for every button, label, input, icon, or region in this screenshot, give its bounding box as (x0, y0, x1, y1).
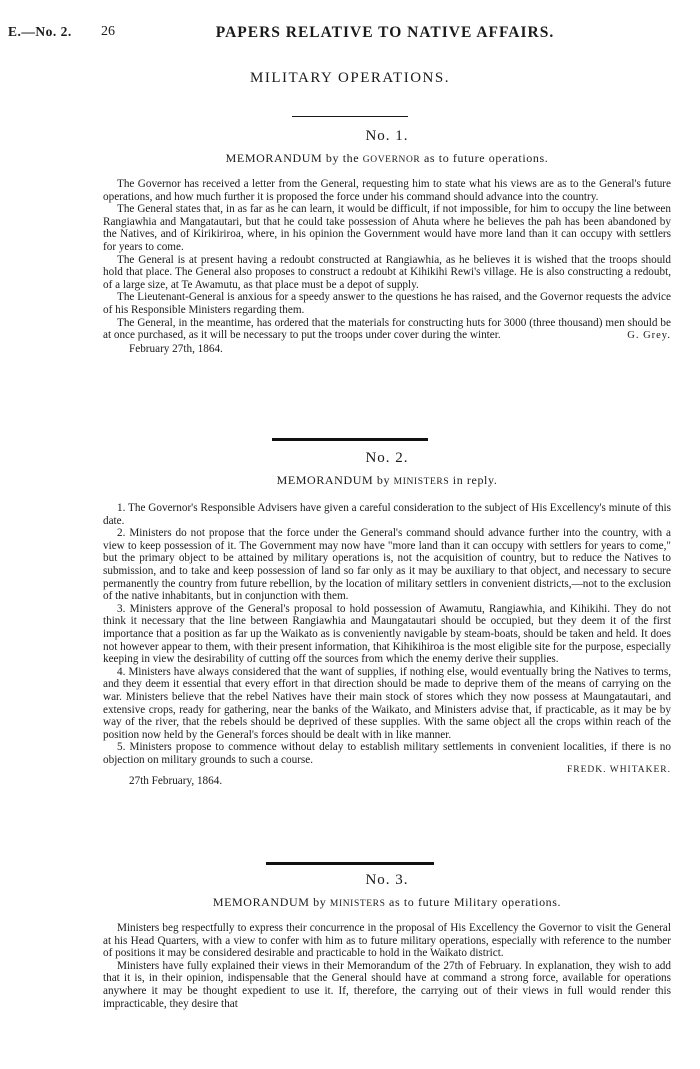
paragraph: 1. The Governor's Responsible Advisers have given a careful consideration to the subject of His Excellency's minute of this date. (103, 502, 671, 527)
memo-title-post: in reply. (449, 473, 498, 487)
memo-title (103, 895, 671, 910)
memo-title (103, 473, 671, 488)
memo-title-pre: MEMORANDUM by (212, 895, 330, 909)
paragraph: 2. Ministers do not propose that the force under the General's command should advance further into the country, with a view to keep possession of it. The Government may now have "more land than it can occupy with settlers for years to come," but the primary object to be attained by military operations is, not the acquisition of country, but to reduce the Natives to submission, and to take and keep possession of land so far only as it may be auxiliary to that object, and necessary to secure permanently the country from future rebellion, by the location of military settlers in convenient districts,—not to the exclusion of the native inhabitants, but in conjunction with them. (103, 527, 671, 603)
memo-title-pre: MEMORANDUM by the (225, 151, 363, 165)
memo-divider (266, 862, 434, 865)
memo-date: 27th February, 1864. (129, 775, 223, 788)
memo-divider (272, 438, 428, 441)
running-title: PAPERS RELATIVE TO NATIVE AFFAIRS. (215, 24, 555, 41)
paragraph: 4. Ministers have always considered that the want of supplies, if nothing else, would eventually bring the Natives to terms, and they deem it essential that every effort in that direction should be made to deprive them of the means of carrying on the war. Ministers believe that the rebel Natives have their main stock of stores which they now possess at Maungatautari, and extensive crops, ready for gathering, near the banks of the Waikato, and Ministers advise that, if practicable, as it may be by way of the river, that the rebels should be deprived of these supplies. With the same object all the crops within reach of the position now held by the General's forces should be dealt with in like manner. (103, 665, 671, 741)
memo-title-post: as to future Military operations. (385, 895, 562, 909)
document-id: E.—No. 2. (8, 24, 72, 39)
page-number: 26 (101, 24, 115, 39)
paragraph: Ministers have fully explained their views in their Memorandum of the 27th of February. In explanation, they wish to add that it is, in their opinion, indispensable that the General should have at command a strong force, available for operations anywhere it may be thought expedient to use it. If, therefore, the carrying out of their views in full would render this impracticable, they desire that (103, 959, 671, 1010)
memo-1 (103, 128, 671, 355)
paragraph: The General, in the meantime, has ordered that the materials for constructing huts for 3000 (three thousand) men should be at once purchased, as it will be necessary to put the troops under cover during the winter. (103, 316, 671, 342)
section-divider (292, 116, 408, 117)
paragraph: 3. Ministers approve of the General's proposal to hold possession of Awamutu, Rangiawhia, and Kihikihi. They do not think it necessary that the line between Rangiawhia and Maungatautari should be occupied, but they deem it of the first importance that a position as far up the Waikato as is conveniently navigable by steam-boats, should be taken and held. It does not however appear to them, with their present information, that Kihikihiroa is the most eligible site for the purpose, especially keeping in view the desirability of cutting off the sources from which the enemy derive their supplies. (103, 602, 671, 666)
memo-2 (103, 450, 671, 787)
signature: FREDK. WHITAKER. (567, 765, 671, 776)
memo-title-author: GOVERNOR (362, 155, 421, 165)
memo-date: February 27th, 1864. (129, 342, 223, 355)
paragraph: 5. Ministers propose to commence without delay to establish military settlements in convenient localities, if there is no objection on military grounds to such a course. (103, 741, 671, 766)
memo-3 (103, 872, 671, 1010)
paragraph: The Governor has received a letter from the General, requesting him to state what his views are as to the General's future operations, and how much further it is proposed the force under his command should advance into the country. (103, 178, 671, 203)
paragraph: The Lieutenant-General is anxious for a speedy answer to the questions he has raised, and the Governor requests the advice of his Responsible Ministers regarding them. (103, 291, 671, 316)
memo-title (103, 151, 671, 166)
paragraph: The General states that, in as far as he can learn, it would be difficult, if not impossible, for him to occupy the line between Rangiawhia and Mangatautari, but that he could take possession of Ahuta where he believes the pah has been abandoned by the Natives, and of Kirikiriroa, where, in his opinion the Government would have more land than it can occupy with settlers for years to come. (103, 203, 671, 253)
signature: G. Grey. (627, 329, 671, 341)
memo-number: No. 3. (365, 872, 409, 888)
memo-number: No. 2. (365, 450, 409, 466)
paragraph: Ministers beg respectfully to express their concurrence in the proposal of His Excellency the Governor to visit the General at his Head Quarters, with a view to confer with him as to future military operations, especially with reference to the number of positions it may be considered desirable and practicable to hold in the Waikato district. (103, 922, 671, 960)
memo-title-post: as to future operations. (420, 151, 549, 165)
paragraph: The General is at present having a redoubt constructed at Rangiawhia, as he believes it is wished that the troops should hold that place. The General also proposes to construct a redoubt at Kihikihi Rewi's village. He is also constructing a redoubt, of a large size, at Te Awamutu, as that place must be a depot of supply. (103, 253, 671, 291)
memo-number: No. 1. (365, 128, 409, 144)
memo-title-author: MINISTERS (393, 477, 450, 487)
memo-title-author: MINISTERS (329, 899, 386, 909)
memo-title-pre: MEMORANDUM by (276, 473, 394, 487)
section-title: MILITARY OPERATIONS. (250, 70, 450, 86)
